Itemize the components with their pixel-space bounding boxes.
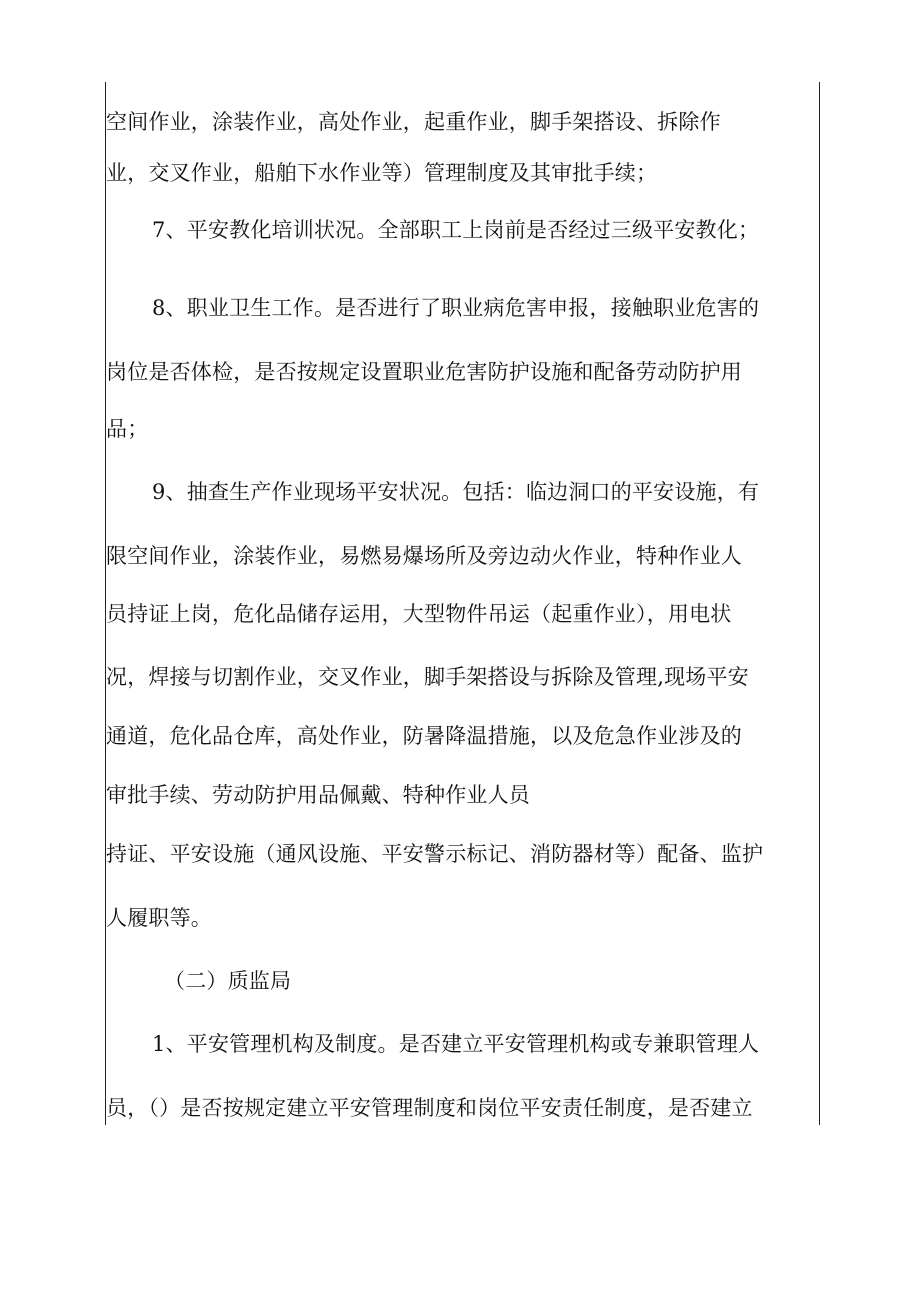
text-line: 况，焊接与切割作业，交叉作业，脚手架搭设与拆除及管理,现场平安 (106, 665, 749, 689)
text-line: 员持证上岗，危化品储存运用，大型物件吊运（起重作业），用电状 (106, 602, 732, 626)
section-heading: （二）质监局 (164, 969, 292, 993)
text-line: 员，（）是否按规定建立平安管理制度和岗位平安责任制度，是否建立 (106, 1096, 753, 1120)
text-line: 限空间作业，涂装作业，易燃易爆场所及旁边动火作业，特种作业人 (106, 544, 742, 568)
text-line: 7、平安教化培训状况。全部职工上岗前是否经过三级平安教化； (152, 218, 760, 242)
text-line: 品； (106, 417, 149, 441)
text-line: 1、平安管理机构及制度。是否建立平安管理机构或专兼职管理人 (152, 1032, 760, 1056)
text-line: 9、抽查生产作业现场平安状况。包括：临边洞口的平安设施，有 (152, 480, 760, 504)
text-line: 空间作业，涂装作业，高处作业，起重作业，脚手架搭设、拆除作 (106, 110, 721, 134)
text-line: 持证、平安设施（通风设施、平安警示标记、消防器材等）配备、监护 (106, 842, 764, 866)
text-line: 人履职等。 (106, 906, 212, 930)
text-line: 业，交叉作业，船舶下水作业等）管理制度及其审批手续； (106, 161, 658, 185)
text-line: 通道，危化品仓库，高处作业，防暑降温措施，以及危急作业涉及的 (106, 724, 742, 748)
table-right-border (819, 82, 820, 1125)
text-line: 岗位是否体检，是否按规定设置职业危害防护设施和配备劳动防护用 (106, 360, 742, 384)
text-line: 审批手续、劳动防护用品佩戴、特种作业人员 (106, 783, 530, 807)
text-line: 8、职业卫生工作。是否进行了职业病危害申报，接触职业危害的 (152, 296, 760, 320)
